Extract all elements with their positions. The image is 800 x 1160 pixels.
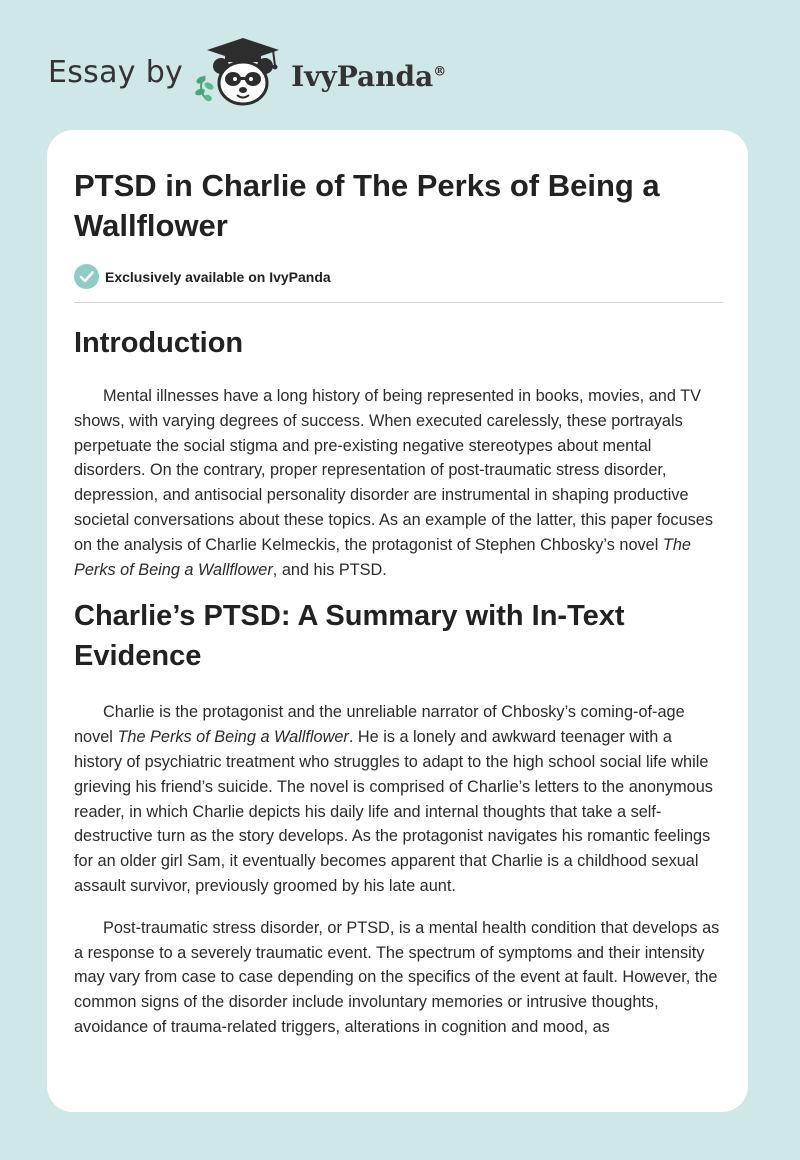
- essay-card: [47, 130, 748, 1112]
- paragraph-text: . He is a lonely and awkward teenager with a history of psychiatric treatment who struggles to adapt to the high school social life while grieving his friend’s suicide. The novel is comprised of Charlie’s letters to the anonymous reader, in which Charlie depicts his daily life and internal thoughts that take a self-destructive turn as the story develops. As the protagonist navigates his romantic feelings for an older girl Sam, it eventually becomes apparent that Charlie is a childhood sexual assault survivor, previously groomed by his late aunt.: [74, 728, 713, 895]
- site-header: [48, 36, 446, 108]
- paragraph: [74, 700, 723, 898]
- paragraph: [74, 384, 723, 582]
- panda-graduate-logo[interactable]: [195, 36, 287, 108]
- book-title-italic: The Perks of Being a Wallflower: [74, 535, 691, 579]
- essay-by-label: Essay by: [48, 54, 184, 90]
- divider: [74, 302, 723, 303]
- check-circle-icon: [74, 264, 99, 289]
- paragraph: [74, 916, 723, 1040]
- section-heading-introduction: Introduction: [74, 327, 244, 359]
- essay-title: PTSD in Charlie of The Perks of Being a Wallflower: [74, 168, 660, 243]
- exclusive-badge: [74, 264, 723, 289]
- exclusive-label: Exclusively available on IvyPanda: [105, 268, 331, 285]
- paragraph-text: Mental illnesses have a long history of being represented in books, movies, and TV shows, with varying degrees of success. When executed carelessly, these portrayals perpetuate the social stigma and pre-existing negative stereotypes about mental disorders. On the contrary, proper representation of post-traumatic stress disorder, depression, and antisocial personality disorder are instrumental in shaping productive societal conversations about these topics. As an example of the latter, this paper focuses on the analysis of Charlie Kelmeckis, the protagonist of Stephen Chbosky’s novel: [74, 387, 713, 554]
- book-title-italic: The Perks of Being a Wallflower: [117, 728, 349, 747]
- section-heading-summary: Charlie’s PTSD: A Summary with In-Text Evidence: [74, 600, 625, 673]
- paragraph-text: Charlie is the protagonist and the unreliable narrator of Chbosky’s coming-of-age novel: [74, 703, 685, 747]
- paragraph-text: , and his PTSD.: [272, 560, 387, 579]
- paragraph-text: Post-traumatic stress disorder, or PTSD, is a mental health condition that develops as a response to a severely traumatic event. The spectrum of symptoms and their intensity may vary from case to case depending on the specifics of the event at fault. However, the common signs of the disorder include involuntary memories or intrusive thoughts, avoidance of trauma-related triggers, alterations in cognition and mood, as: [74, 918, 720, 1036]
- brand-name[interactable]: IvyPanda®: [291, 59, 447, 93]
